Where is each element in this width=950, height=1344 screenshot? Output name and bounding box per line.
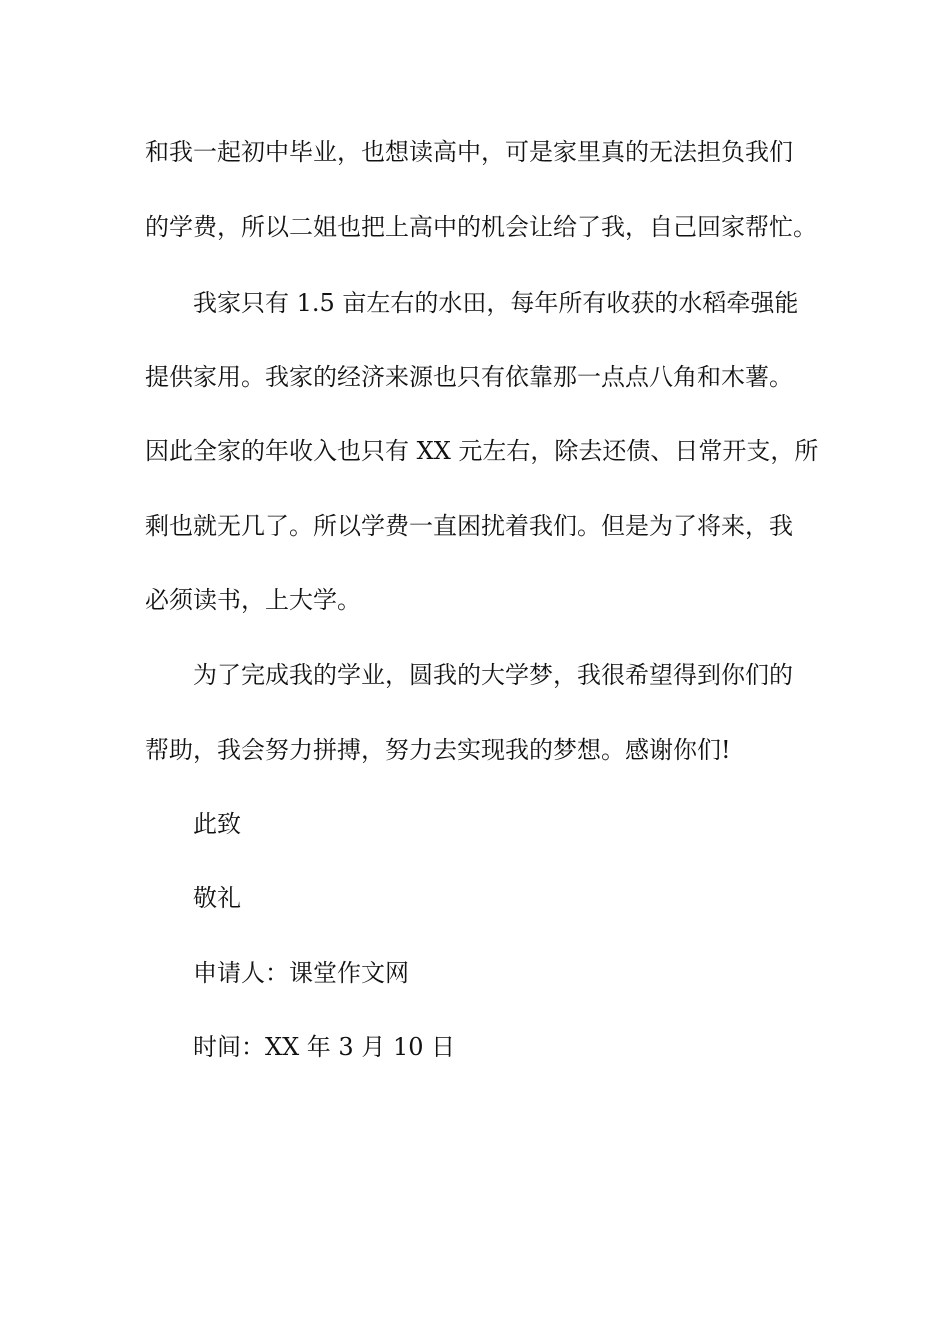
closing-jing-li: 敬礼 xyxy=(193,884,241,912)
body-line-5: 因此全家的年收入也只有 XX 元左右，除去还债、日常开支，所 xyxy=(145,437,819,465)
body-line-1: 和我一起初中毕业，也想读高中，可是家里真的无法担负我们 xyxy=(145,138,793,166)
body-line-8: 为了完成我的学业，圆我的大学梦，我很希望得到你们的 xyxy=(193,661,793,689)
body-line-9: 帮助，我会努力拼搏，努力去实现我的梦想。感谢你们! xyxy=(145,736,731,764)
body-line-3: 我家只有 1.5 亩左右的水田，每年所有收获的水稻牵强能 xyxy=(193,289,799,317)
body-line-7: 必须读书，上大学。 xyxy=(145,586,361,614)
body-line-4: 提供家用。我家的经济来源也只有依靠那一点点八角和木薯。 xyxy=(145,363,793,391)
body-line-2: 的学费，所以二姐也把上高中的机会让给了我，自己回家帮忙。 xyxy=(145,213,817,241)
applicant-line: 申请人：课堂作文网 xyxy=(193,959,409,987)
body-line-6: 剩也就无几了。所以学费一直困扰着我们。但是为了将来，我 xyxy=(145,512,793,540)
date-line: 时间：XX 年 3 月 10 日 xyxy=(193,1033,456,1061)
closing-ci-zhi: 此致 xyxy=(193,810,241,838)
